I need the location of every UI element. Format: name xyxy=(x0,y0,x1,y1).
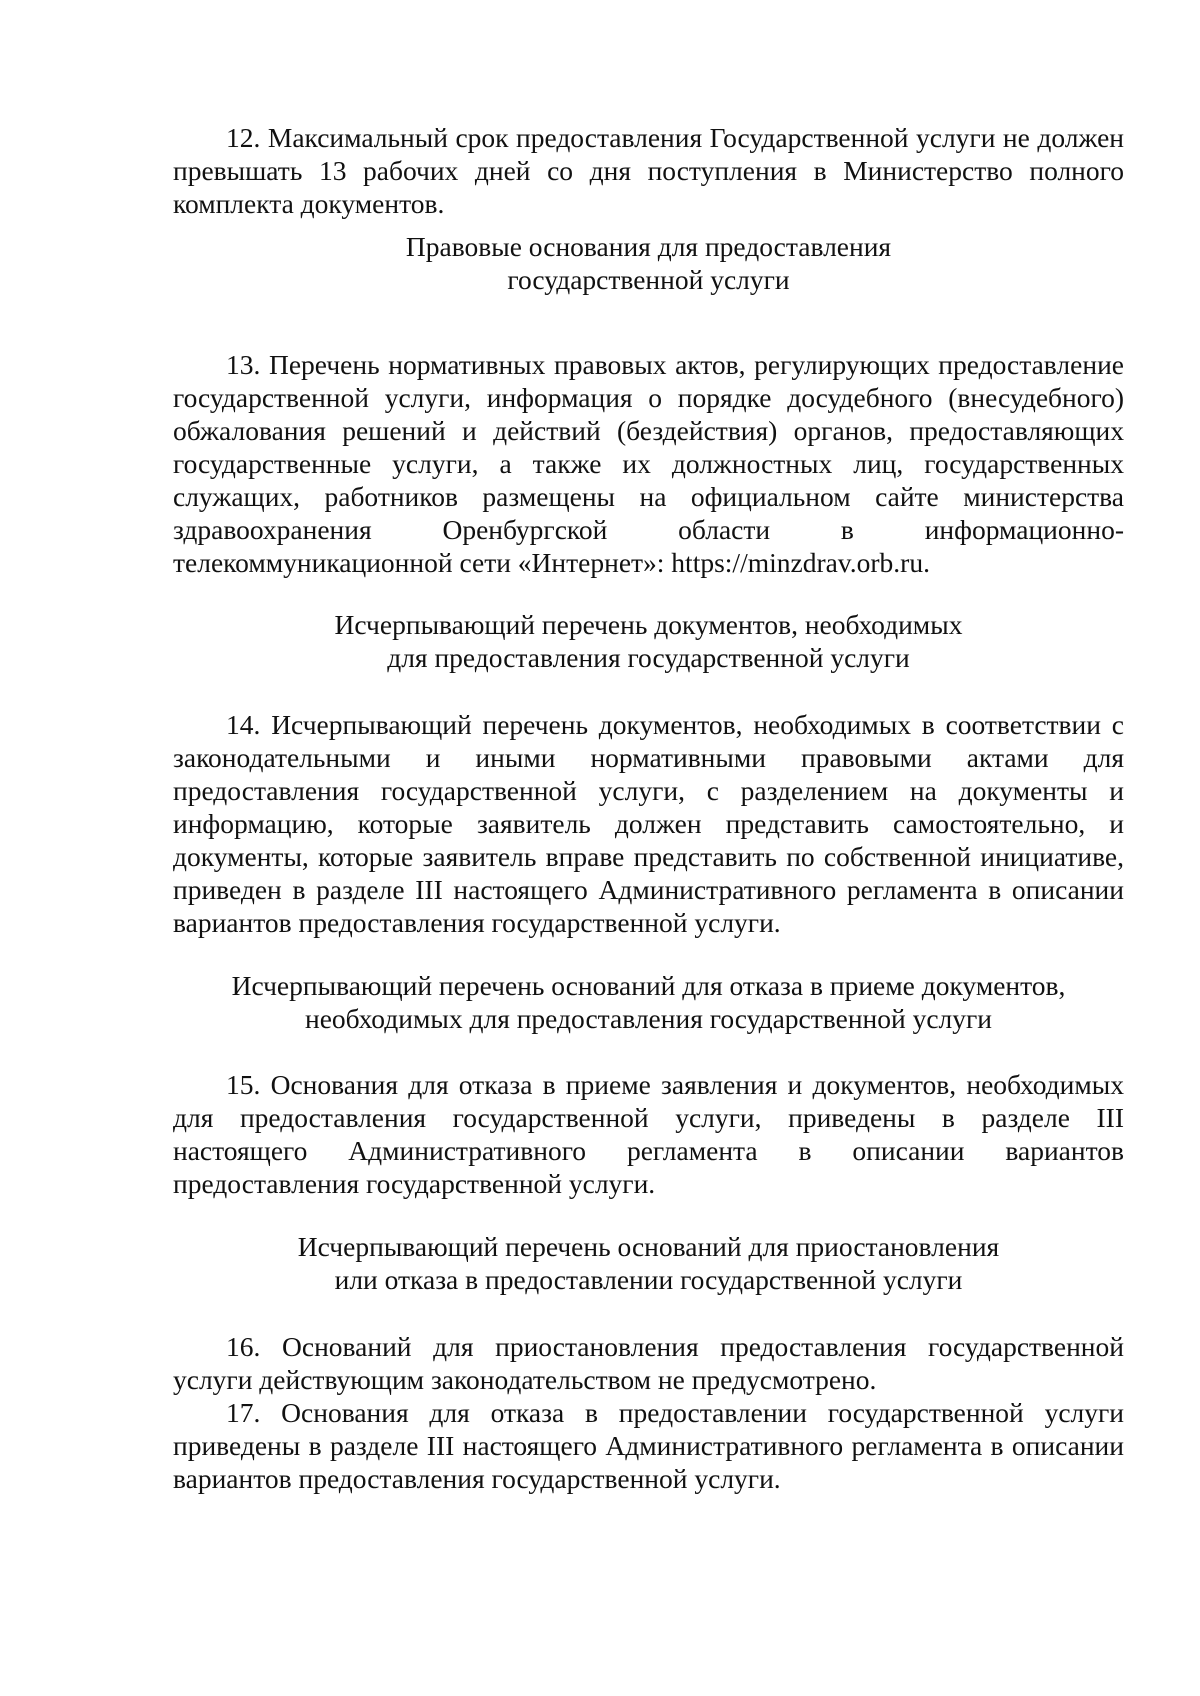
paragraph-15: 15. Основания для отказа в приеме заявления и документов, необходимых для предоставления государственной услуги, приведены в разделе III настоящего Административного регламента в описании вариантов предоставления государственной услуги. xyxy=(173,1069,1124,1199)
paragraph-16: 16. Оснований для приостановления предоставления государственной услуги действующим законодательством не предусмотрено. xyxy=(173,1331,1124,1395)
heading-suspension-line1: Исчерпывающий перечень оснований для приостановления xyxy=(297,1231,1000,1262)
heading-documents-list xyxy=(173,608,1124,674)
section-12 xyxy=(173,121,1124,220)
section-14 xyxy=(173,708,1124,939)
section-15 xyxy=(173,1068,1124,1200)
paragraph-12: 12. Максимальный срок предоставления Государственной услуги не должен превышать 13 рабочих дней со дня поступления в Министерство полного комплекта документов. xyxy=(173,122,1124,219)
heading-documents-list-line1: Исчерпывающий перечень документов, необходимых xyxy=(334,609,963,640)
heading-legal-basis xyxy=(173,230,1124,296)
paragraph-13: 13. Перечень нормативных правовых актов, регулирующих предоставление государственной услуги, информация о порядке досудебного (внесудебного) обжалования решений и действий (бездействия) органов, предоставляющих государственные услуги, а также их должностных лиц, государственных служащих, работников размещены на официальном сайте министерства здравоохранения Оренбургской области в информационно-телекоммуникационной сети «Интернет»: https://minzdrav.orb.ru. xyxy=(173,349,1124,578)
heading-legal-basis-line2: государственной услуги xyxy=(507,264,790,295)
heading-refusal-documents-line1: Исчерпывающий перечень оснований для отказа в приеме документов, xyxy=(231,970,1066,1001)
heading-refusal-documents xyxy=(173,969,1124,1035)
heading-refusal-documents-line2: необходимых для предоставления государственной услуги xyxy=(304,1003,993,1034)
heading-suspension-line2: или отказа в предоставлении государственной услуги xyxy=(334,1264,963,1295)
heading-suspension xyxy=(173,1230,1124,1296)
paragraph-14: 14. Исчерпывающий перечень документов, необходимых в соответствии с законодательными и иными нормативными правовыми актами для предоставления государственной услуги, с разделением на документы и информацию, которые заявитель должен представить самостоятельно, и документы, которые заявитель вправе представить по собственной инициативе, приведен в разделе III настоящего Административного регламента в описании вариантов предоставления государственной услуги. xyxy=(173,709,1124,938)
section-16-17 xyxy=(173,1330,1124,1495)
heading-documents-list-line2: для предоставления государственной услуги xyxy=(387,642,910,673)
paragraph-17: 17. Основания для отказа в предоставлении государственной услуги приведены в разделе III настоящего Административного регламента в описании вариантов предоставления государственной услуги. xyxy=(173,1397,1124,1494)
section-13 xyxy=(173,348,1124,579)
heading-legal-basis-line1: Правовые основания для предоставления xyxy=(405,231,892,262)
